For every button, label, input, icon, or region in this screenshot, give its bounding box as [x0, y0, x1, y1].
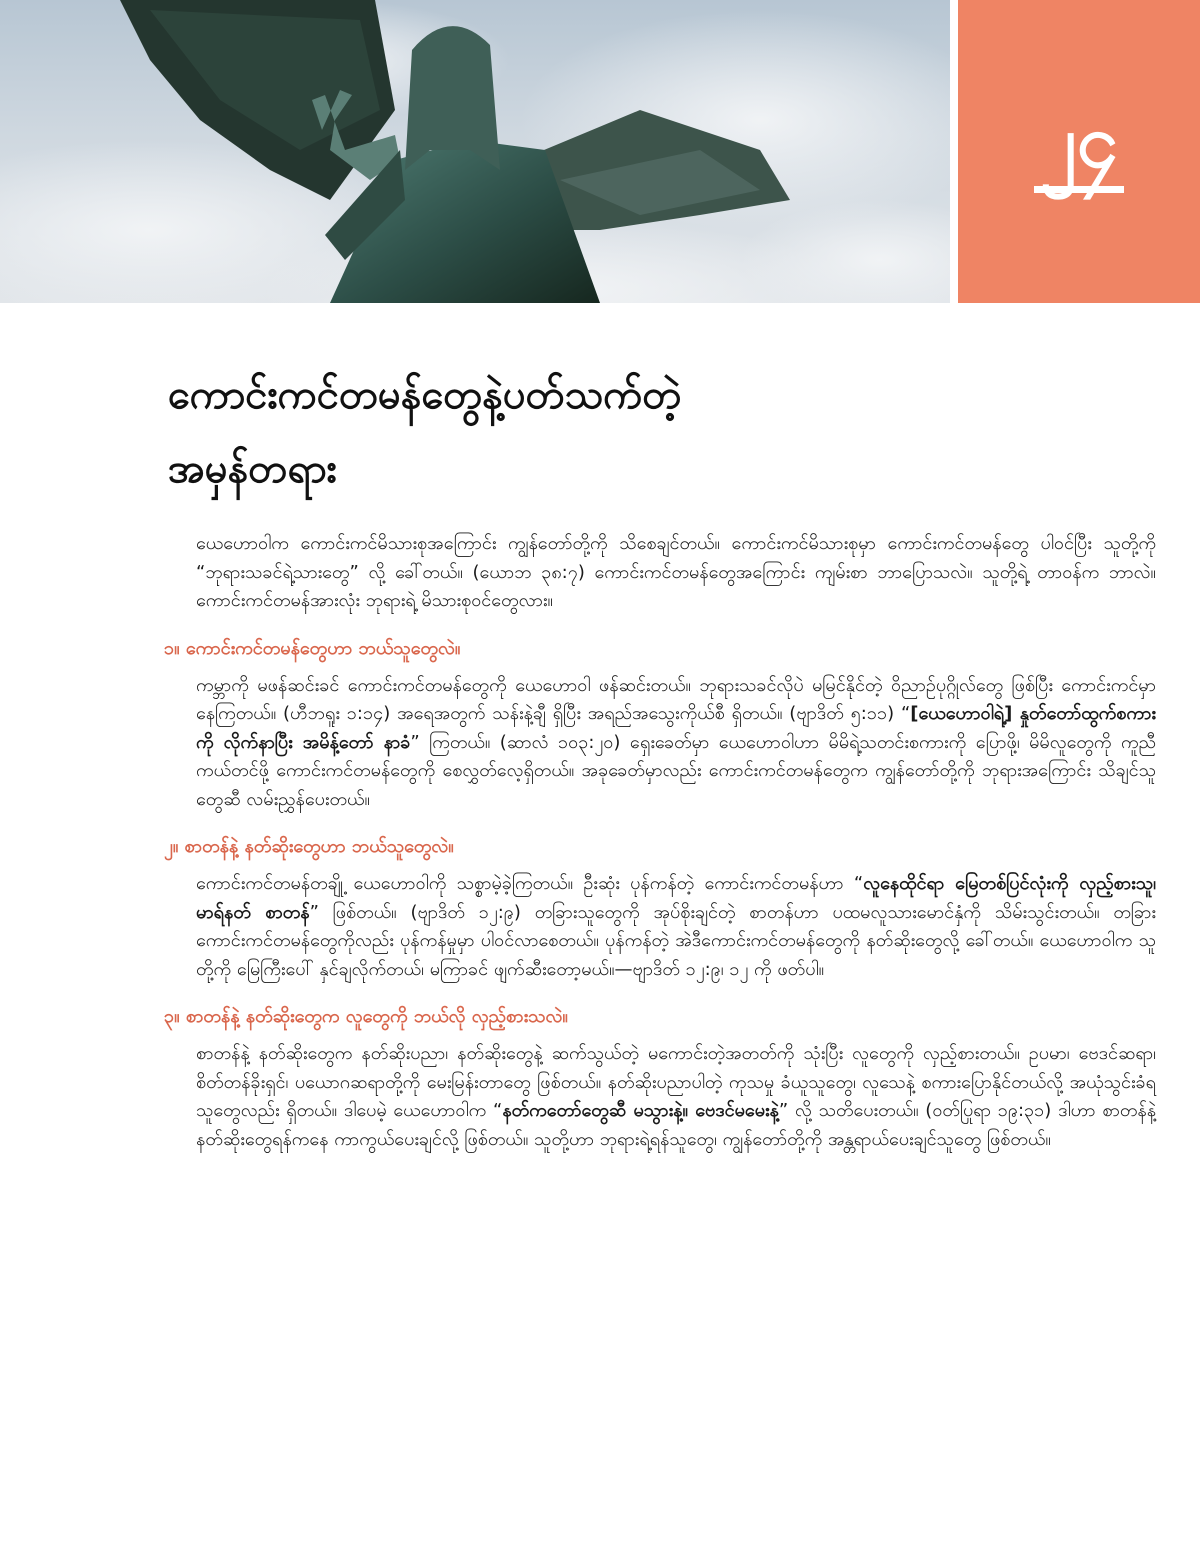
angel-statue-photo — [0, 0, 950, 303]
chapter-badge — [958, 0, 1200, 303]
intro-paragraph: ယေဟောဝါက ကောင်းကင်မိသားစုအကြောင်း ကျွန်တော်တို့ကို သိစေချင်တယ်။ ကောင်းကင်မိသားစုမှာ ကောင်းကင်တမန်တွေ ပါဝင်ပြီး သူတို့ကို “ဘုရားသခင်ရဲ့သားတွေ” လို့ ခေါ်တယ်။ (ယောဘ ၃၈:၇) ကောင်းကင်တမန်တွေအကြောင်း ကျမ်းစာ ဘာပြောသလဲ။ သူတို့ရဲ့ တာဝန်က ဘာလဲ။ ကောင်းကင်တမန်အားလုံး ဘုရားရဲ့ မိသားစုဝင်တွေလား။ — [196, 533, 1156, 611]
section-2-text-b: ” ဖြစ်တယ်။ (ဗျာဒိတ် ၁၂:၉) တခြားသူတွေကို အုပ်စိုးချင်တဲ့ စာတန်ဟာ ပထမလူသားမောင်နှံကို သိမ်းသွင်းတယ်။ တခြားကောင်းကင်တမန်တွေကိုလည်း ပုန်ကန်မှုမှာ ပါဝင်လာစေတယ်။ ပုန်ကန်တဲ့ အဲဒီကောင်းကင်တမန်တွေကို နတ်ဆိုးတွေလို့ ခေါ်တယ်။ ယေဟောဝါက သူတို့ကို မြေကြီးပေါ် နှင်ချလိုက်တယ်၊ မကြာခင် ဖျက်ဆီးတော့မယ်။—ဗျာဒိတ် ၁၂:၉၊ ၁၂ ကို ဖတ်ပါ။ — [196, 901, 1156, 980]
section-heading-2: ၂။ စာတန်နဲ့ နတ်ဆိုးတွေဟာ ဘယ်သူတွေလဲ။ — [164, 836, 454, 857]
angel-statue-illustration — [0, 0, 950, 303]
section-1-bold-quote: [ယေဟောဝါရဲ့] နှုတ်တော်ထွက်စကားကို လိုက်နာပြီး အမိန့်တော် နာခံ — [196, 703, 1156, 753]
title-line-1: ကောင်းကင်တမန်တွေနဲ့ပတ်သက်တဲ့ — [168, 372, 682, 418]
chapter-number: ၂၄ — [1034, 104, 1124, 193]
section-heading-1: ၁။ ကောင်းကင်တမန်တွေဟာ ဘယ်သူတွေလဲ။ — [164, 637, 461, 659]
section-2-text-a: ကောင်းကင်တမန်တချို့ ယေဟောဝါကို သစ္စာမဲ့ခဲ့ကြတယ်။ ဦးဆုံး ပုန်ကန်တဲ့ ကောင်းကင်တမန်ဟာ “ — [196, 873, 864, 894]
section-2-bold-quote: လူနေထိုင်ရာ မြေတစ်ပြင်လုံးကို လှည့်စားသူ၊ မာရ်နတ် စာတန် — [196, 873, 1156, 923]
page-title — [168, 358, 1068, 506]
section-paragraph-2 — [168, 870, 1168, 984]
section-3-text-a: စာတန်နဲ့ နတ်ဆိုးတွေက နတ်ဆိုးပညာ၊ နတ်ဆိုးတွေနဲ့ ဆက်သွယ်တဲ့ မကောင်းတဲ့အတတ်ကို သုံးပြီး လူတွေကို လှည့်စားတယ်။ ဥပမာ၊ ဗေဒင်ဆရာ၊ စိတ်တန်ခိုးရှင်၊ ပယောဂဆရာတို့ကို မေးမြန်းတာတွေ ဖြစ်တယ်။ နတ်ဆိုးပညာပါတဲ့ ကုသမှု ခံယူသူတွေ၊ လူသေနဲ့ စကားပြောနိုင်တယ်လို့ အယုံသွင်းခံရသူတွေလည်း ရှိတယ်။ ဒါပေမဲ့ ယေဟောဝါက “ — [196, 1043, 1156, 1121]
section-heading-3: ၃။ စာတန်နဲ့ နတ်ဆိုးတွေက လူတွေကို ဘယ်လို လှည့်စားသလဲ။ — [164, 1006, 568, 1027]
title-line-2: အမှန်တရား — [168, 446, 337, 492]
section-1-text-a: ကမ္ဘာကို မဖန်ဆင်းခင် ကောင်းကင်တမန်တွေကို ယေဟောဝါ ဖန်ဆင်းတယ်။ ဘုရားသခင်လိုပဲ မမြင်နိုင်တဲ့ ဝိညာဉ်ပုဂ္ဂိုလ်တွေ ဖြစ်ပြီး ကောင်းကင်မှာ နေကြတယ်။ (ဟီဘရူး ၁:၁၄) အရေအတွက် သန်းနဲ့ချီ ရှိပြီး အရည်အသွေးကိုယ်စီ ရှိတယ်။ (ဗျာဒိတ် ၅:၁၁) “ — [196, 674, 1156, 724]
article-body — [164, 530, 1168, 1172]
section-1-text-b: ” ကြတယ်။ (ဆာလံ ၁၀၃:၂၀) ရှေးခေတ်မှာ ယေဟောဝါဟာ မိမိရဲ့သတင်းစကားကို ပြောဖို့၊ မိမိလူတွေကို ကူညီကယ်တင်ဖို့ ကောင်းကင်တမန်တွေကို စေလွှတ်လေ့ရှိတယ်။ အခုခေတ်မှာလည်း ကောင်းကင်တမန်တွေက ကျွန်တော်တို့ကို ဘုရားအကြောင်း သိချင်သူတွေဆီ လမ်းညွှန်ပေးတယ်။ — [196, 731, 1156, 810]
section-3-bold-quote: နတ်ကတော်တွေဆီ မသွားနဲ့။ ဗေဒင်မမေးနဲ့ — [502, 1100, 779, 1121]
section-paragraph-1 — [168, 672, 1168, 815]
section-paragraph-3 — [168, 1040, 1168, 1154]
section-3-text-b: ” လို့ သတိပေးတယ်။ (ဝတ်ပြုရာ ၁၉:၃၁) ဒါဟာ စာတန်နဲ့ နတ်ဆိုးတွေရန်ကနေ ကာကွယ်ပေးချင်လို့ ဖြစ်တယ်။ သူတို့ဟာ ဘုရားရဲ့ရန်သူတွေ၊ ကျွန်တော်တို့ကို အန္တရာယ်ပေးချင်သူတွေ ဖြစ်တယ်။ — [196, 1100, 1157, 1150]
